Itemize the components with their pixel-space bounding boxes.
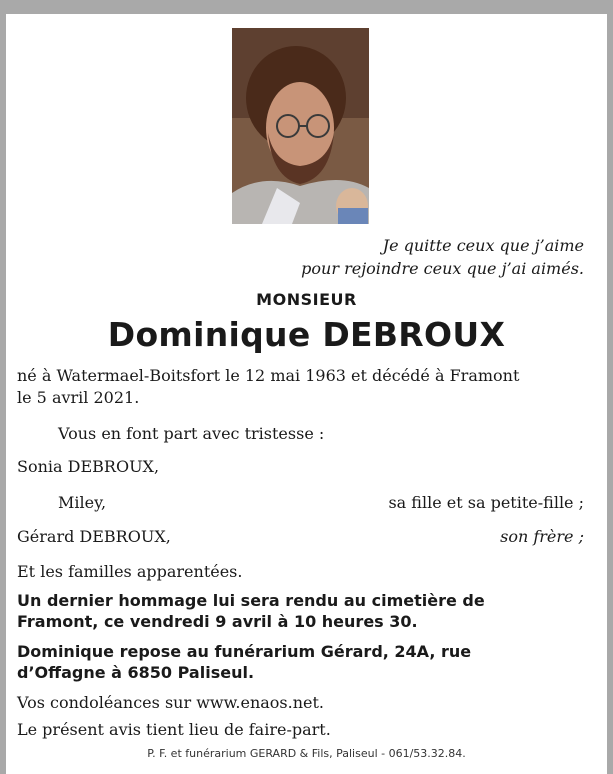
repose-line-2: d’Offagne à 6850 Paliseul.	[17, 663, 255, 682]
family-member-name: Gérard DEBROUX,	[17, 527, 171, 546]
birth-line-1: né à Watermael-Boitsfort le 12 mai 1963 et décédé à Framont	[17, 366, 520, 385]
announcement-intro: Vous en font part avec tristesse :	[58, 424, 325, 443]
birth-line-2: le 5 avril 2021.	[17, 388, 140, 407]
tribute-line-1: Un dernier hommage lui sera rendu au cimetière de	[17, 591, 485, 610]
funeral-home-footer: P. F. et funérarium GERARD & Fils, Paliseul - 061/53.32.84.	[147, 747, 466, 760]
tribute-info	[17, 590, 485, 632]
deceased-name: Dominique DEBROUX	[107, 315, 506, 354]
repose-info	[17, 641, 471, 683]
epitaph-quote	[301, 234, 584, 280]
family-relation: sa fille et sa petite-fille ;	[388, 493, 584, 512]
obituary-notice	[6, 14, 607, 774]
quote-line-2: pour rejoindre ceux que j’ai aimés.	[301, 259, 584, 278]
related-families: Et les familles apparentées.	[17, 562, 243, 581]
family-relation: son frère ;	[500, 527, 584, 546]
condolences-link-text: Vos condoléances sur www.enaos.net.	[17, 693, 324, 712]
portrait-photo	[232, 28, 369, 224]
notice-statement: Le présent avis tient lieu de faire-part.	[17, 720, 331, 739]
family-member-name: Sonia DEBROUX,	[17, 457, 160, 476]
birth-death-info	[17, 365, 519, 409]
repose-line-1: Dominique repose au funérarium Gérard, 24A, rue	[17, 642, 472, 661]
quote-line-1: Je quitte ceux que j’aime	[382, 236, 584, 255]
family-member-name: Miley,	[58, 493, 107, 512]
salutation: MONSIEUR	[256, 290, 357, 309]
tribute-line-2: Framont, ce vendredi 9 avril à 10 heures 30.	[17, 612, 418, 631]
